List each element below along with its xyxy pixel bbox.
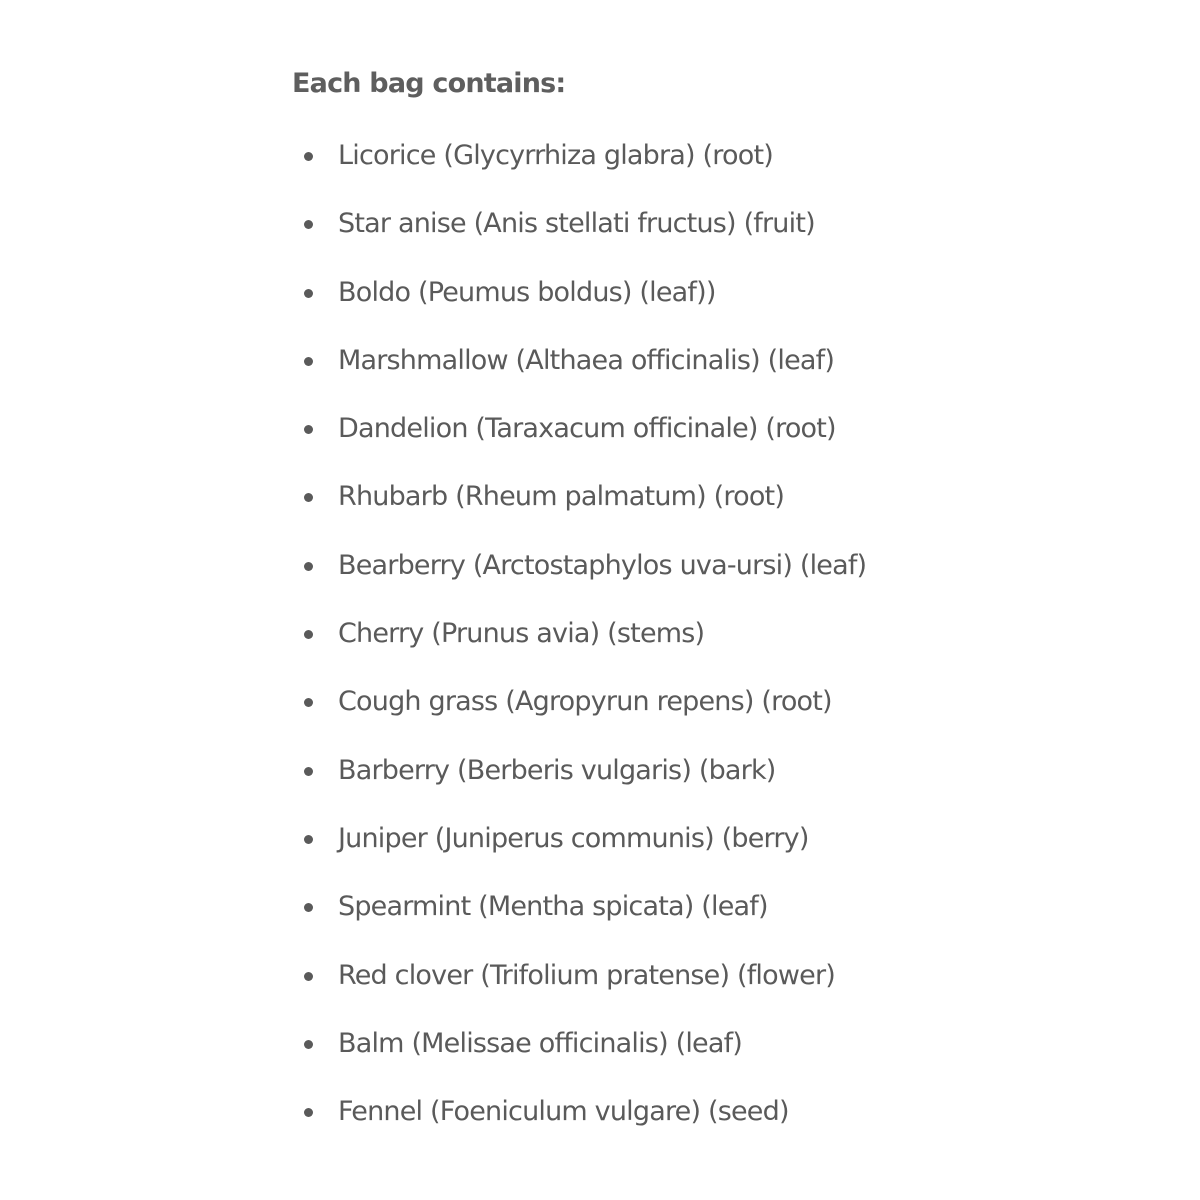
ingredients-heading: Each bag contains: xyxy=(292,68,566,99)
list-item-text: Marshmallow (Althaea officinalis) (leaf) xyxy=(338,344,835,376)
bullet-icon xyxy=(304,289,313,298)
bullet-icon xyxy=(304,493,313,502)
list-item-text: Spearmint (Mentha spicata) (leaf) xyxy=(338,891,768,923)
bullet-icon xyxy=(304,903,313,912)
list-item xyxy=(292,885,1112,953)
list-item xyxy=(292,407,1112,475)
bullet-icon xyxy=(304,562,313,571)
bullet-icon xyxy=(304,835,313,844)
ingredients-section xyxy=(292,62,1112,1158)
bullet-icon xyxy=(304,152,313,161)
bullet-icon xyxy=(304,1040,313,1049)
list-item xyxy=(292,749,1112,817)
list-item-text: Cherry (Prunus avia) (stems) xyxy=(338,618,705,650)
bullet-icon xyxy=(304,698,313,707)
list-item xyxy=(292,817,1112,885)
list-item-text: Boldo (Peumus boldus) (leaf)) xyxy=(338,276,716,308)
list-item xyxy=(292,202,1112,270)
bullet-icon xyxy=(304,972,313,981)
list-item-text: Rhubarb (Rheum palmatum) (root) xyxy=(338,481,785,513)
list-item-text: Cough grass (Agropyrun repens) (root) xyxy=(338,686,832,718)
list-item-text: Balm (Melissae officinalis) (leaf) xyxy=(338,1027,743,1059)
bullet-icon xyxy=(304,357,313,366)
list-item xyxy=(292,544,1112,612)
list-item-text: Juniper (Juniperus communis) (berry) xyxy=(338,822,809,854)
list-item-text: Star anise (Anis stellati fructus) (fruit) xyxy=(338,208,815,240)
list-item xyxy=(292,134,1112,202)
bullet-icon xyxy=(304,767,313,776)
list-item-text: Barberry (Berberis vulgaris) (bark) xyxy=(338,754,776,786)
list-item-text: Red clover (Trifolium pratense) (flower) xyxy=(338,959,835,991)
list-item xyxy=(292,1090,1112,1158)
list-item xyxy=(292,1022,1112,1090)
bullet-icon xyxy=(304,220,313,229)
list-item-text: Licorice (Glycyrrhiza glabra) (root) xyxy=(338,140,773,171)
bullet-icon xyxy=(304,425,313,434)
list-item xyxy=(292,612,1112,680)
list-item xyxy=(292,271,1112,339)
list-item xyxy=(292,339,1112,407)
list-item xyxy=(292,475,1112,543)
ingredients-list xyxy=(292,134,1112,1158)
list-item-text: Dandelion (Taraxacum officinale) (root) xyxy=(338,413,836,445)
list-item xyxy=(292,680,1112,748)
list-item-text: Fennel (Foeniculum vulgare) (seed) xyxy=(338,1096,789,1128)
list-item-text: Bearberry (Arctostaphylos uva-ursi) (leaf) xyxy=(338,549,867,581)
list-item xyxy=(292,954,1112,1022)
bullet-icon xyxy=(304,1108,313,1117)
bullet-icon xyxy=(304,630,313,639)
